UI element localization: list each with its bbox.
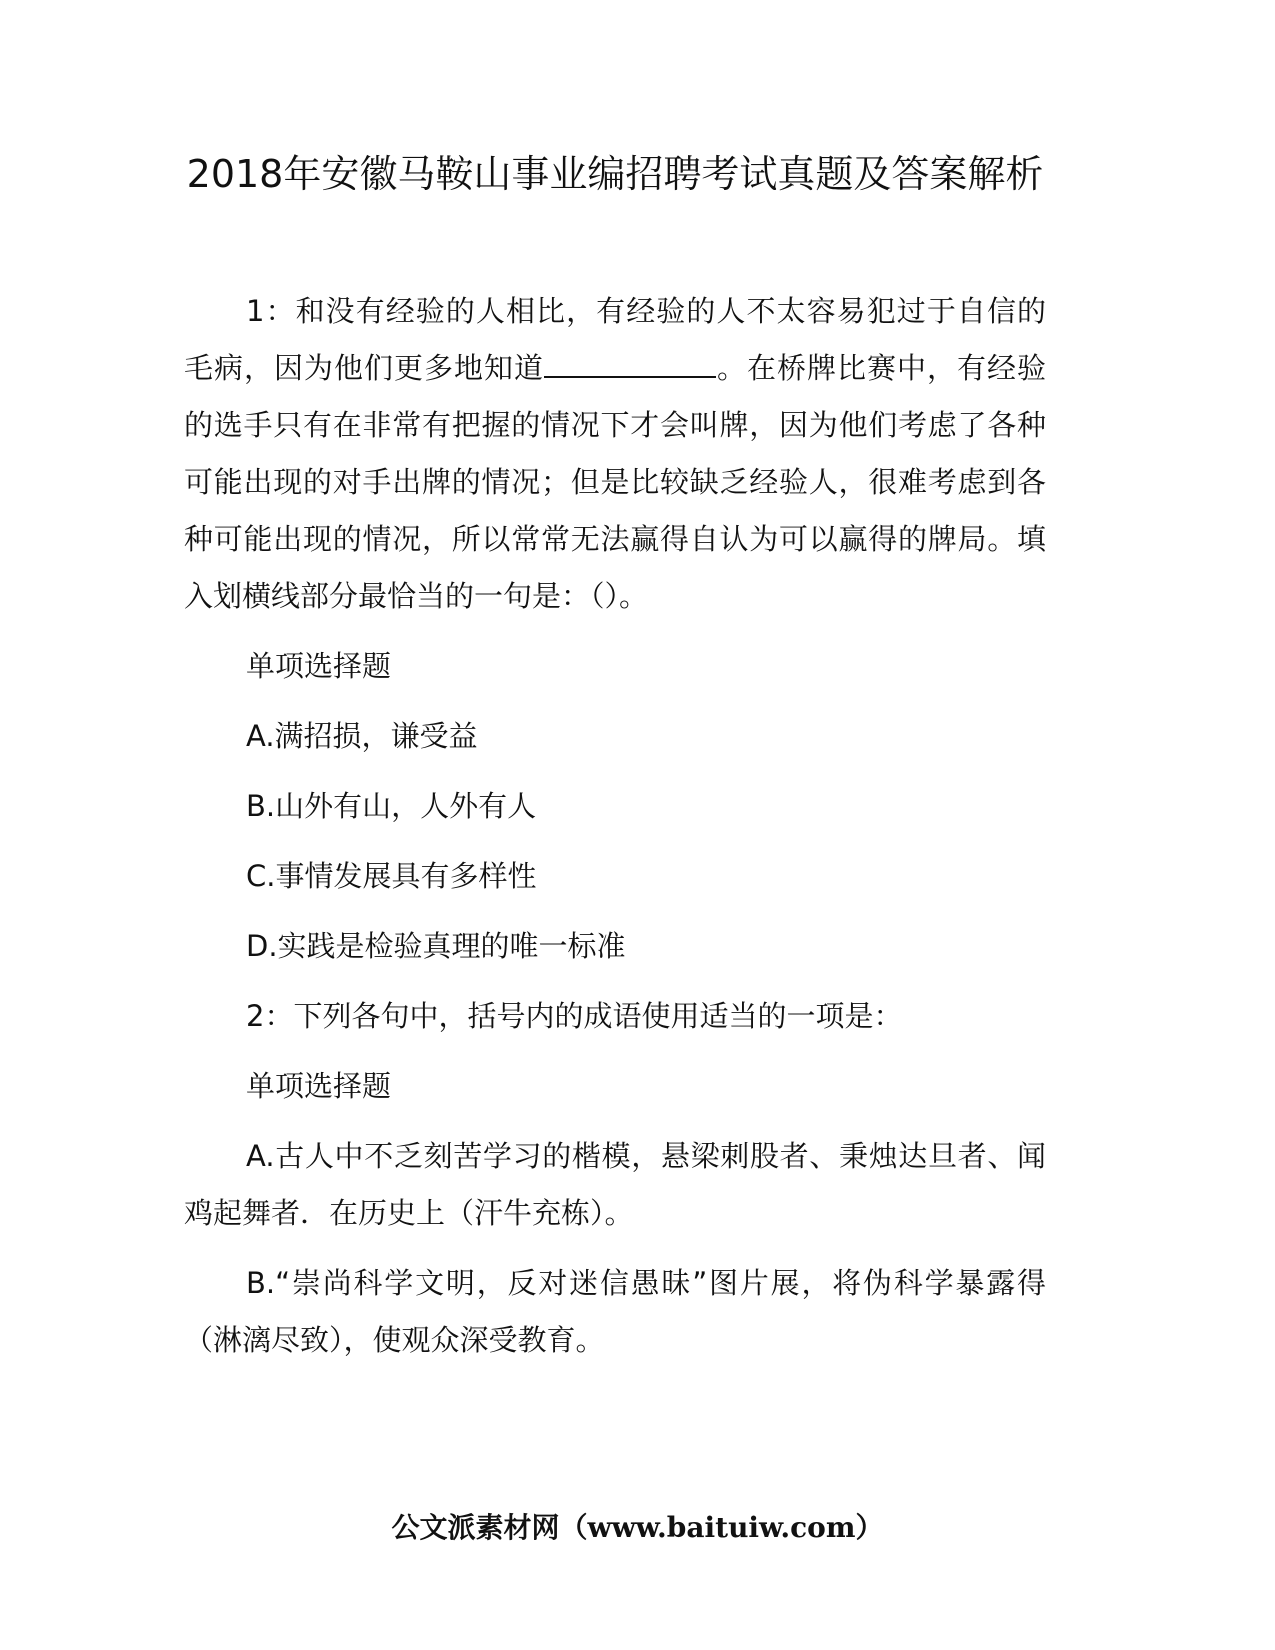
question-2-stem: 2：下列各句中，括号内的成语使用适当的一项是： xyxy=(246,999,903,1033)
question-1-option-b: B.山外有山，人外有人 xyxy=(246,789,537,823)
page-footer-watermark: 公文派素材网（www.baituiw.com） xyxy=(391,1511,884,1544)
question-1-stem-before-blank: 1：和没有经验的人相比，有经验的人不太容易犯过于自信的毛病，因为他们更多地知道 xyxy=(184,294,1046,385)
question-1-option-d: D.实践是检验真理的唯一标准 xyxy=(246,929,626,963)
question-2-type-label: 单项选择题 xyxy=(246,1069,392,1103)
question-2-option-a: A.古人中不乏刻苦学习的楷模，悬梁刺股者、秉烛达旦者、闻鸡起舞者．在历史上（汗牛充栋）。 xyxy=(184,1139,1046,1230)
question-1-stem xyxy=(184,283,1046,625)
question-1-stem-after-blank: 。在桥牌比赛中，有经验的选手只有在非常有把握的情况下才会叫牌，因为他们考虑了各种可能出现的对手出牌的情况；但是比较缺乏经验人，很难考虑到各种可能出现的情况，所以常常无法赢得自认为可以赢得的牌局。填入划横线部分最恰当的一句是：（）。 xyxy=(184,351,1046,613)
question-1-option-a: A.满招损，谦受益 xyxy=(246,719,478,753)
document-title: 2018年安徽马鞍山事业编招聘考试真题及答案解析 xyxy=(186,152,1044,196)
question-1-option-c: C.事情发展具有多样性 xyxy=(246,859,537,893)
fill-in-blank-line xyxy=(544,346,716,378)
question-1-type-label: 单项选择题 xyxy=(246,649,392,683)
document-body xyxy=(184,283,1046,1369)
question-2-option-b: B.“崇尚科学文明，反对迷信愚昧”图片展，将伪科学暴露得（淋漓尽致），使观众深受教育。 xyxy=(184,1266,1046,1357)
